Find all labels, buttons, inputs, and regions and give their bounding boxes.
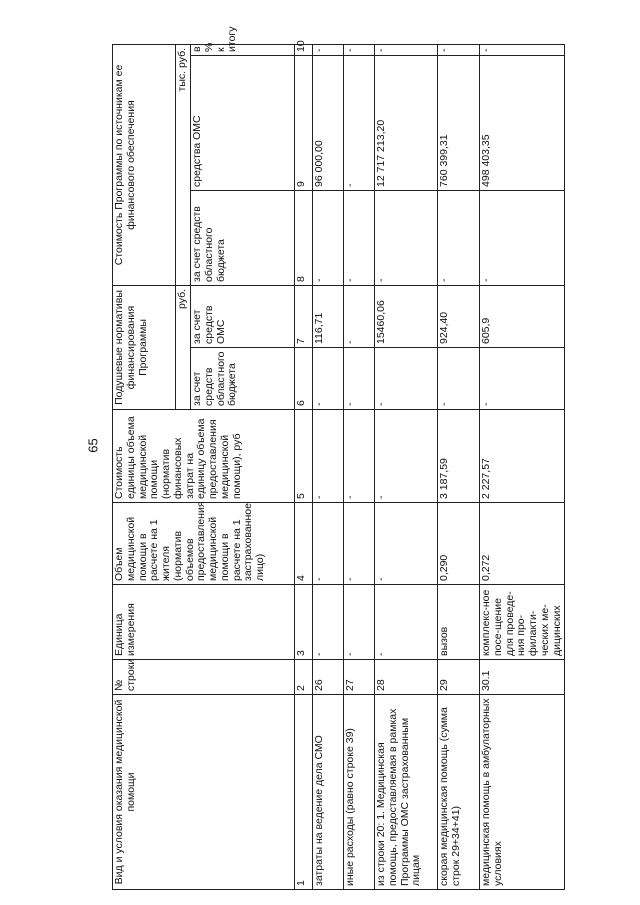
- row-cost-oms: 498 403,35: [480, 55, 565, 190]
- header-pc-oms: за счет средств ОМС: [191, 285, 295, 347]
- table-row: [480, 44, 565, 889]
- row-name: скорая медицинская помощь (сумма строк 29+34+41): [438, 695, 480, 890]
- row-volume: 0,290: [438, 503, 480, 585]
- table-row: [438, 44, 480, 889]
- header-pc-budget: за счет средств областного бюджета: [191, 348, 295, 410]
- row-line: 27: [344, 660, 375, 695]
- row-volume: -: [344, 503, 375, 585]
- column-number: 2: [295, 660, 313, 695]
- row-name: иные расходы (равно строке 39): [344, 695, 375, 890]
- column-number: 7: [295, 285, 313, 347]
- header-unit-cost: Стоимость единицы объема медицинской помощи (норматив финансовых затрат на единицу объема предоставления медицинской помощи), руб: [113, 410, 295, 503]
- row-percent: -: [480, 44, 565, 55]
- row-cost-budget: -: [375, 190, 438, 285]
- row-unit-cost: -: [375, 410, 438, 503]
- row-volume: -: [375, 503, 438, 585]
- row-line: 29: [438, 660, 480, 695]
- row-pc-oms: 116,71: [313, 285, 344, 347]
- row-cost-budget: -: [438, 190, 480, 285]
- row-percent: -: [313, 44, 344, 55]
- column-number: 9: [295, 55, 313, 190]
- row-unit: вызов: [438, 585, 480, 660]
- header-kind: Вид и условия оказания медицинской помощи: [113, 695, 295, 890]
- column-number: 4: [295, 503, 313, 585]
- row-unit-cost: 3 187,59: [438, 410, 480, 503]
- row-cost-oms: 12 717 213,20: [375, 55, 438, 190]
- column-number: 6: [295, 348, 313, 410]
- header-cost-budget: за счет средств областного бюджета: [191, 190, 295, 285]
- row-percent: -: [438, 44, 480, 55]
- row-unit-cost: -: [313, 410, 344, 503]
- column-number: 5: [295, 410, 313, 503]
- header-volume: Объем медицинской помощи в расчете на 1 жителя (норматив объемов предоставления медицинской помощи в расчете на 1 застрахованное лицо): [113, 503, 295, 585]
- row-pc-budget: -: [438, 348, 480, 410]
- row-pc-budget: -: [344, 348, 375, 410]
- header-unit: Единица измерения: [113, 585, 295, 660]
- row-unit-cost: -: [344, 410, 375, 503]
- row-volume: -: [313, 503, 344, 585]
- row-pc-oms: -: [344, 285, 375, 347]
- row-volume: 0,272: [480, 503, 565, 585]
- header-unit-rub: руб.: [176, 285, 191, 409]
- row-cost-budget: -: [344, 190, 375, 285]
- row-percent: -: [375, 44, 438, 55]
- row-pc-oms: 924,40: [438, 285, 480, 347]
- row-cost-oms: 760 399,31: [438, 55, 480, 190]
- row-cost-oms: -: [344, 55, 375, 190]
- column-number: 1: [295, 695, 313, 890]
- row-pc-oms: 605,9: [480, 285, 565, 347]
- row-unit: комплекс-ное посе-щение для проведе-ния про-филакти-ческих ме-дицинских: [480, 585, 565, 660]
- header-percent: в % к итогу: [191, 44, 295, 55]
- column-numbers-row: [295, 44, 313, 889]
- row-name: медицинская помощь в амбулаторных условиях: [480, 695, 565, 890]
- row-name: затраты на ведение дела СМО: [313, 695, 344, 890]
- cost-table: [112, 26, 565, 890]
- row-cost-budget: -: [480, 190, 565, 285]
- row-cost-oms: 96 000,00: [313, 55, 344, 190]
- row-pc-budget: -: [375, 348, 438, 410]
- row-unit: -: [344, 585, 375, 660]
- column-number: 10: [295, 44, 313, 55]
- row-cost-budget: -: [313, 190, 344, 285]
- header-unit-thousand: тыс. руб.: [176, 44, 191, 285]
- column-number: 3: [295, 585, 313, 660]
- row-line: 30.1: [480, 660, 565, 695]
- header-per-capita-group: Подушевые нормативы финансирования Программы: [113, 285, 176, 409]
- row-pc-budget: -: [480, 348, 565, 410]
- header-cost-group: Стоимость Программы по источникам ее финансового обеспечения: [113, 44, 176, 285]
- row-pc-budget: -: [313, 348, 344, 410]
- column-number: 8: [295, 190, 313, 285]
- row-line: 26: [313, 660, 344, 695]
- row-unit: -: [375, 585, 438, 660]
- row-pc-oms: 15460,06: [375, 285, 438, 347]
- row-unit: -: [313, 585, 344, 660]
- row-percent: -: [344, 44, 375, 55]
- table-row: [344, 44, 375, 889]
- table-row: [375, 44, 438, 889]
- header-line-number: № строки: [113, 660, 295, 695]
- page-number: 65: [85, 438, 101, 453]
- row-unit-cost: 2 227,57: [480, 410, 565, 503]
- row-line: 28: [375, 660, 438, 695]
- table-row: [313, 44, 344, 889]
- header-cost-oms: средства ОМС: [191, 55, 295, 190]
- table-frame: [112, 26, 563, 890]
- row-name: из строки 20: 1. Медицинская помощь, предоставляемая в рамках Программы ОМС застрахованным лицам: [375, 695, 438, 890]
